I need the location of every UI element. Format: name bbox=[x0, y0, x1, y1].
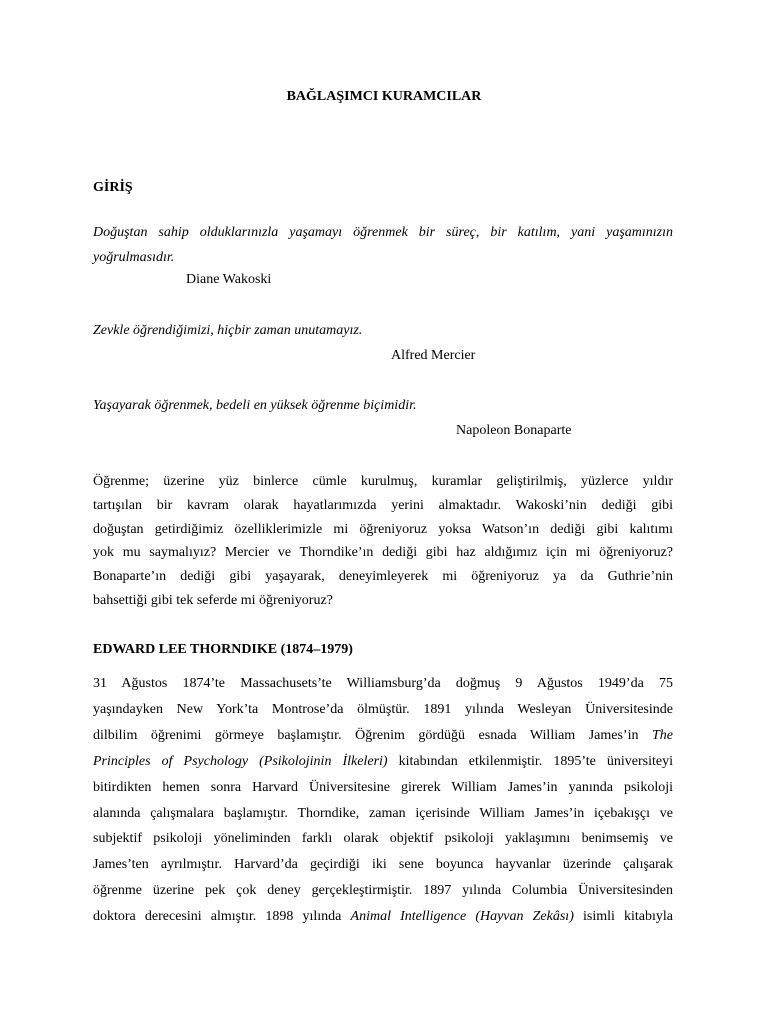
paragraph-line: bahsettiği gibi tek seferde mi öğreniyoruz? bbox=[93, 592, 333, 608]
paragraph-line: yaşındayken New York’ta Montrose’da ölmüştür. 1891 yılında Wesleyan Üniversitesinde bbox=[93, 701, 673, 717]
paragraph-line: alanında çalışmalara başlamıştır. Thorndike, zaman içerisinde William James’in içebakışçı ve bbox=[93, 805, 673, 821]
paragraph-line: bitirdikten hemen sonra Harvard Üniversitesine girerek William James’in yanında psikoloji bbox=[93, 779, 673, 795]
paragraph-line bbox=[93, 904, 673, 930]
quote-1-line-1: Doğuştan sahip olduklarınızla yaşamayı öğrenmek bir süreç, bir katılım, yani yaşamınızın bbox=[93, 225, 673, 240]
intro-paragraph bbox=[93, 470, 673, 613]
text-span: doktora derecesini almıştır. 1898 yılında bbox=[93, 909, 342, 925]
paragraph-line bbox=[93, 749, 673, 775]
paragraph-line: 31 Ağustos 1874’te Massachusets’te Williamsburg’da doğmuş 9 Ağustos 1949’da 75 bbox=[93, 676, 673, 691]
paragraph-line: James’ten ayrılmıştır. Harvard’da geçirdiği iki sene boyunca hayvanlar üzerinde çalışarak bbox=[93, 857, 673, 873]
paragraph-line: yok mu saymalıyız? Mercier ve Thorndike’ın dediği gibi haz aldığımız için mi öğreniyoruz? bbox=[93, 545, 673, 561]
quote-3-text: Yaşayarak öğrenmek, bedeli en yüksek öğrenme biçimidir. bbox=[93, 398, 417, 413]
paragraph-line: Bonaparte’ın dediği gibi yaşayarak, deneyimleyerek mi öğreniyoruz ya da Guthrie’nin bbox=[93, 569, 673, 585]
quote-1-author: Diane Wakoski bbox=[186, 272, 272, 287]
paragraph-line: Öğrenme; üzerine yüz binlerce cümle kurulmuş, kuramlar geliştirilmiş, yüzlerce yıldır bbox=[93, 474, 673, 489]
quote-1 bbox=[93, 220, 673, 270]
quote-3-author: Napoleon Bonaparte bbox=[456, 423, 572, 438]
paragraph-line: tartışılan bir kavram olarak hayatlarımızda yerini almaktadır. Wakoski’nin dediği gibi bbox=[93, 497, 673, 513]
page-title: BAĞLAŞIMCI KURAMCILAR bbox=[286, 89, 482, 104]
paragraph-line: öğrenme üzerine pek çok deney gerçekleştirmiştir. 1897 yılında Columbia Üniversitesinden bbox=[93, 883, 673, 899]
text-span: kitabından etkilenmiştir. 1895’te üniversiteyi bbox=[398, 753, 674, 769]
quote-2-text: Zevkle öğrendiğimizi, hiçbir zaman unutamayız. bbox=[93, 323, 363, 338]
intro-heading: GİRİŞ bbox=[93, 180, 133, 195]
section-heading: EDWARD LEE THORNDIKE (1874–1979) bbox=[93, 642, 353, 657]
paragraph-line bbox=[93, 723, 673, 749]
italic-book-title: The bbox=[652, 727, 673, 743]
paragraph-line: subjektif psikoloji yöneliminden farklı olarak objektif psikoloji yaklaşımını benimsemiş ve bbox=[93, 831, 673, 847]
quote-1-line-2: yoğrulmasıdır. bbox=[93, 250, 175, 265]
text-span: isimli kitabıyla bbox=[583, 909, 674, 925]
italic-book-title: Animal Intelligence (Hayvan Zekâsı) bbox=[350, 909, 574, 925]
paragraph-line: doğuştan getirdiğimiz özelliklerimizle mi öğreniyoruz yoksa Watson’ın dediği gibi kalıtımı bbox=[93, 521, 673, 537]
italic-book-title: Principles of Psychology (Psikolojinin İlkeleri) bbox=[93, 753, 388, 769]
text-span: dilbilim öğrenimi görmeye başlamıştır. Öğrenim gördüğü esnada William James’in bbox=[93, 727, 639, 743]
thorndike-paragraph bbox=[93, 671, 673, 930]
quote-2-author: Alfred Mercier bbox=[391, 348, 476, 363]
